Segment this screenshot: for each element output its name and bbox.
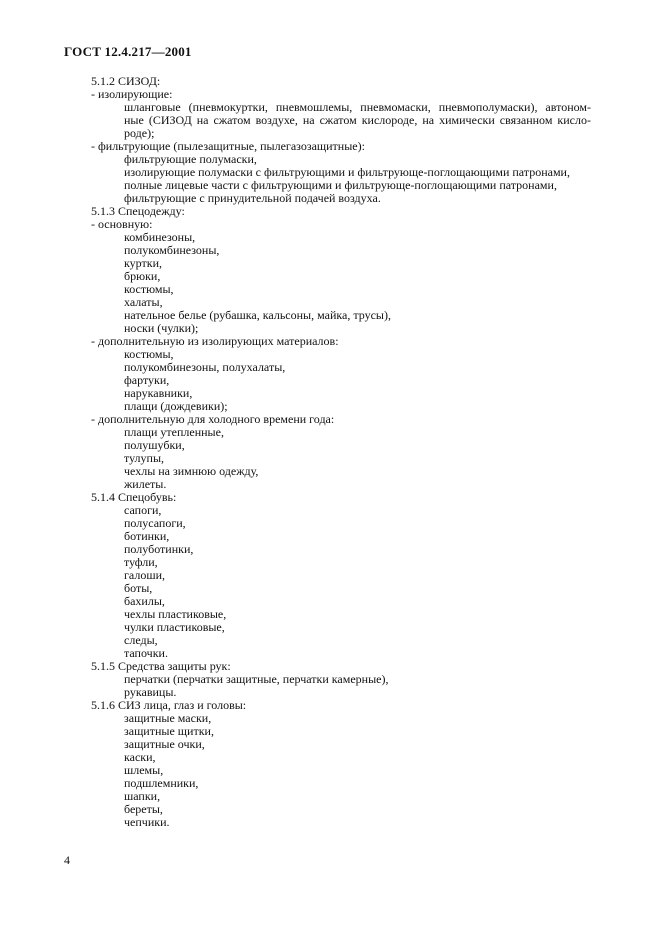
list-item: чулки пластиковые,: [124, 620, 225, 634]
list-item: рукавицы.: [124, 685, 177, 699]
list-item: полусапоги,: [124, 516, 186, 530]
list-item: чехлы пластиковые,: [124, 607, 227, 621]
list-item: боты,: [124, 581, 153, 595]
list-item: бахилы,: [124, 594, 165, 608]
list-item: жилеты.: [124, 477, 167, 491]
page-number: 4: [64, 853, 70, 867]
list-item: нательное белье (рубашка, кальсоны, майка, трусы),: [124, 308, 391, 322]
list-item: - фильтрующие (пылезащитные, пылегазозащитные):: [91, 139, 365, 153]
list-item: нарукавники,: [124, 386, 193, 400]
list-item: брюки,: [124, 269, 161, 283]
list-item: фильтрующие полумаски,: [124, 152, 257, 166]
list-item: галоши,: [124, 568, 166, 582]
list-item: ные (СИЗОД на сжатом воздухе, на сжатом кислороде, на химически связанном кисло-: [124, 113, 591, 127]
list-item: подшлемники,: [124, 776, 199, 790]
list-item: куртки,: [124, 256, 162, 270]
list-item: тапочки.: [124, 646, 168, 660]
list-item: плащи утепленные,: [124, 425, 224, 439]
list-item: изолирующие полумаски с фильтрующими и фильтрующе-поглощающими патронами,: [124, 165, 570, 179]
list-item: - основную:: [91, 217, 153, 231]
list-item: шланговые (пневмокуртки, пневмошлемы, пневмомаски, пневмополумаски), автоном-: [124, 100, 591, 114]
list-item: сапоги,: [124, 503, 162, 517]
list-item: чепчики.: [124, 815, 170, 829]
list-item: перчатки (перчатки защитные, перчатки камерные),: [124, 672, 389, 686]
list-item: полушубки,: [124, 438, 185, 452]
section-5-1-2-heading: 5.1.2 СИЗОД:: [91, 74, 161, 88]
list-item: - изолирующие:: [91, 87, 173, 101]
list-item: шапки,: [124, 789, 161, 803]
page-header: ГОСТ 12.4.217—2001: [64, 44, 192, 59]
list-item: полукомбинезоны, полухалаты,: [124, 360, 286, 374]
list-item: плащи (дождевики);: [124, 399, 228, 413]
list-item: роде);: [124, 126, 155, 140]
list-item: носки (чулки);: [124, 321, 199, 335]
list-item: туфли,: [124, 555, 158, 569]
list-item: комбинезоны,: [124, 230, 196, 244]
list-item: полукомбинезоны,: [124, 243, 220, 257]
section-5-1-6-heading: 5.1.6 СИЗ лица, глаз и головы:: [91, 698, 247, 712]
list-item: халаты,: [124, 295, 163, 309]
list-item: полуботинки,: [124, 542, 194, 556]
list-item: береты,: [124, 802, 163, 816]
list-item: фартуки,: [124, 373, 170, 387]
list-item: ботинки,: [124, 529, 170, 543]
list-item: защитные маски,: [124, 711, 212, 725]
list-item: костюмы,: [124, 347, 174, 361]
list-item: - дополнительную из изолирующих материалов:: [91, 334, 339, 348]
list-item: - дополнительную для холодного времени года:: [91, 412, 335, 426]
list-item: чехлы на зимнюю одежду,: [124, 464, 259, 478]
list-item: тулупы,: [124, 451, 165, 465]
list-item: фильтрующие с принудительной подачей воздуха.: [124, 191, 381, 205]
list-item: защитные очки,: [124, 737, 205, 751]
list-item: шлемы,: [124, 763, 164, 777]
list-item: защитные щитки,: [124, 724, 214, 738]
list-item: следы,: [124, 633, 158, 647]
list-item: полные лицевые части с фильтрующими и фильтрующе-поглощающими патронами,: [124, 178, 557, 192]
section-5-1-3-heading: 5.1.3 Спецодежду:: [91, 204, 185, 218]
section-5-1-5-heading: 5.1.5 Средства защиты рук:: [91, 659, 231, 673]
list-item: каски,: [124, 750, 156, 764]
section-5-1-4-heading: 5.1.4 Спецобувь:: [91, 490, 177, 504]
list-item: костюмы,: [124, 282, 174, 296]
